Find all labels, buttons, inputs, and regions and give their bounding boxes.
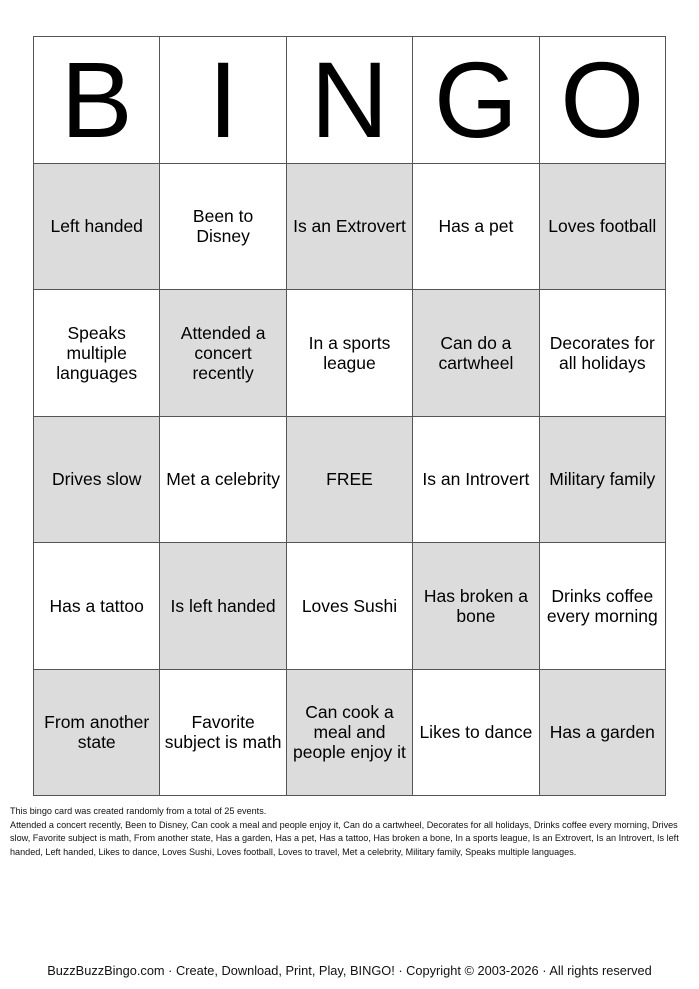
bingo-card xyxy=(33,36,666,796)
bingo-cell xyxy=(287,164,413,291)
bingo-cell xyxy=(34,543,160,670)
cell-text: Favorite subject is math xyxy=(164,712,282,753)
cell-text: Speaks multiple languages xyxy=(56,322,138,383)
bingo-cell xyxy=(34,290,160,417)
cell-text: Can do a cartwheel xyxy=(438,332,514,373)
cell-text: Met a celebrity xyxy=(166,469,280,490)
header-letter-b: B xyxy=(34,37,160,164)
cell-text: Has broken a bone xyxy=(423,585,528,626)
cell-text: Is an Introvert xyxy=(422,469,530,490)
cell-text: Military family xyxy=(549,469,656,490)
bingo-cell xyxy=(540,670,666,797)
cell-text: Likes to dance xyxy=(419,722,533,743)
bingo-cell xyxy=(160,290,286,417)
bingo-cell xyxy=(34,417,160,544)
bingo-cell xyxy=(413,670,539,797)
bingo-cell xyxy=(413,164,539,291)
info-event-list: Attended a concert recently, Been to Disney, Can cook a meal and people enjoy it, Can do a cartwheel, Decorates for all holidays, Drinks coffee every morning, Drives slow, Favorite subject is math, From another state, Has a garden, Has a pet, Has a tattoo, Has broken a bone, In a sports league, Is an Extrovert, Is an Introvert, Is left handed, Left handed, Likes to dance, Loves Sushi, Loves football, Loves to travel, Met a celebrity, Military family, Speaks multiple languages. xyxy=(10,819,679,857)
bingo-cell xyxy=(413,290,539,417)
cell-text: Loves football xyxy=(548,216,657,237)
bingo-cell xyxy=(160,670,286,797)
free-space-cell xyxy=(287,417,413,544)
bingo-cell xyxy=(287,670,413,797)
header-letter-o: O xyxy=(540,37,666,164)
footer-copyright: BuzzBuzzBingo.com · Create, Download, Print, Play, BINGO! · Copyright © 2003-2026 · All rights reserved xyxy=(47,963,652,978)
cell-text: Has a pet xyxy=(438,216,514,237)
header-letter-n: N xyxy=(287,37,413,164)
bingo-cell xyxy=(540,290,666,417)
bingo-cell xyxy=(287,290,413,417)
cell-text: Left handed xyxy=(50,216,143,237)
card-info xyxy=(10,805,690,859)
bingo-cell xyxy=(540,543,666,670)
cell-text: Decorates for all holidays xyxy=(549,332,655,373)
bingo-cell xyxy=(540,417,666,544)
cell-text: Is an Extrovert xyxy=(293,216,406,237)
bingo-cell xyxy=(34,670,160,797)
bingo-cell xyxy=(540,164,666,291)
cell-text: Attended a concert recently xyxy=(180,322,266,383)
header-letter-i: I xyxy=(160,37,286,164)
cell-text: In a sports league xyxy=(308,332,391,373)
info-summary: This bingo card was created randomly from a total of 25 events. xyxy=(10,806,267,816)
bingo-cell xyxy=(413,543,539,670)
cell-text: Is left handed xyxy=(170,595,276,616)
bingo-cell xyxy=(34,164,160,291)
cell-text: Has a garden xyxy=(549,722,655,743)
cell-text: From another state xyxy=(44,712,150,753)
cell-text: Has a tattoo xyxy=(49,595,144,616)
header-letter-g: G xyxy=(413,37,539,164)
bingo-cell xyxy=(160,543,286,670)
cell-text: Drives slow xyxy=(51,469,142,490)
bingo-cell xyxy=(160,417,286,544)
cell-text: Loves Sushi xyxy=(301,595,398,616)
cell-text: Drinks coffee every morning xyxy=(546,585,658,626)
bingo-cell xyxy=(160,164,286,291)
cell-text: Can cook a meal and people enjoy it xyxy=(293,702,406,763)
bingo-cell xyxy=(413,417,539,544)
cell-text: Been to Disney xyxy=(192,206,254,247)
free-space-label: FREE xyxy=(326,469,373,490)
bingo-cell xyxy=(287,543,413,670)
